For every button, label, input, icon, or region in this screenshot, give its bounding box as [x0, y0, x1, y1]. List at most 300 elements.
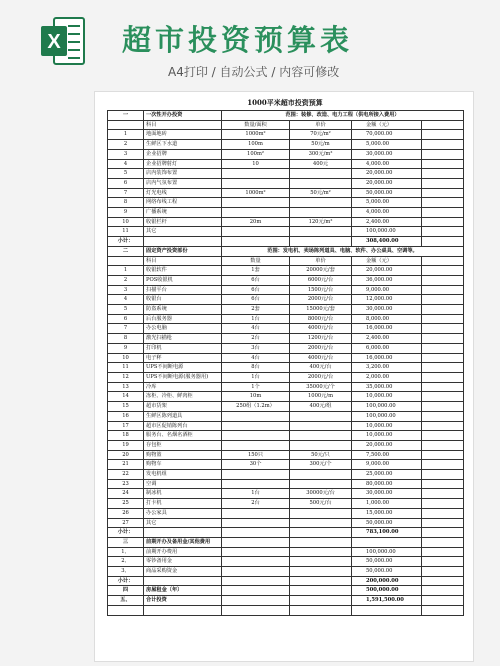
cell-note [422, 402, 464, 412]
cell-qty [222, 431, 290, 441]
cell-amount: 100,000.00 [352, 547, 422, 557]
cell-note [422, 596, 464, 606]
cell-item: 扫描平台 [144, 285, 222, 295]
cell-amount: 8,000.00 [352, 314, 422, 324]
cell-price [290, 567, 352, 577]
table-row [108, 508, 464, 518]
cell-price: 400元 [290, 159, 352, 169]
cell-price: 4000元/台 [290, 353, 352, 363]
cell-item: 其它 [144, 518, 222, 528]
cell-note [422, 334, 464, 344]
cell-note [422, 421, 464, 431]
cell-no: 12 [108, 372, 144, 382]
cell-qty [222, 576, 290, 586]
cell-amount [352, 537, 422, 547]
cell-qty: 数量 [222, 256, 290, 266]
cell-item: 服务台、名烟名酒柜 [144, 431, 222, 441]
cell-price [290, 586, 352, 596]
cell-no: 11 [108, 227, 144, 237]
cell-price [290, 528, 352, 538]
cell-amount: 1,591,500.00 [352, 596, 422, 606]
cell-amount: 80,000.00 [352, 479, 422, 489]
cell-no: 27 [108, 518, 144, 528]
cell-qty: 6台 [222, 275, 290, 285]
cell-note [422, 547, 464, 557]
cell-qty: 30个 [222, 460, 290, 470]
cell-item [144, 576, 222, 586]
cell-item [144, 528, 222, 538]
cell-no: 3、 [108, 567, 144, 577]
cell-price: 1200元/台 [290, 334, 352, 344]
table-row [108, 208, 464, 218]
cell-item: 店内装饰布置 [144, 169, 222, 179]
cell-note [422, 470, 464, 480]
table-row [108, 460, 464, 470]
cell-qty: 4台 [222, 353, 290, 363]
table-row [108, 411, 464, 421]
cell-item: 发电机组 [144, 470, 222, 480]
cell-item: 冷库 [144, 382, 222, 392]
cell-qty [222, 518, 290, 528]
cell-note [422, 295, 464, 305]
cell-price [290, 198, 352, 208]
cell-qty [222, 237, 290, 247]
excel-icon [40, 16, 86, 66]
cell-note [422, 450, 464, 460]
table-row [108, 518, 464, 528]
table-row [108, 537, 464, 547]
cell-note [422, 586, 464, 596]
cell-item: UPS不间断电源 [144, 363, 222, 373]
cell-item: 空调 [144, 479, 222, 489]
table-row [108, 470, 464, 480]
cell-amount: 1,000.00 [352, 499, 422, 509]
cell-no: 10 [108, 217, 144, 227]
cell-item: 防盗系统 [144, 305, 222, 315]
table-row [108, 528, 464, 538]
table-row [108, 217, 464, 227]
cell-note [422, 392, 464, 402]
cell-amount: 10,000.00 [352, 421, 422, 431]
table-row [108, 237, 464, 247]
cell-amount: 6,000.00 [352, 343, 422, 353]
cell-no: 1、 [108, 547, 144, 557]
table-row [108, 489, 464, 499]
cell-no: 6 [108, 178, 144, 188]
cell-item: 存包柜 [144, 440, 222, 450]
cell-no: 4 [108, 159, 144, 169]
cell-amount: 7,500.00 [352, 450, 422, 460]
table-row [108, 450, 464, 460]
cell-price [290, 237, 352, 247]
cell-amount: 36,000.00 [352, 275, 422, 285]
cell-no: 20 [108, 450, 144, 460]
cell-amount: 10,000.00 [352, 392, 422, 402]
cell-price: 300元/m² [290, 149, 352, 159]
cell-qty: 1个 [222, 382, 290, 392]
cell-amount: 70,000.00 [352, 130, 422, 140]
table-row [108, 285, 464, 295]
table-row [108, 479, 464, 489]
cell-amount: 2,400.00 [352, 217, 422, 227]
cell-qty: 2套 [222, 305, 290, 315]
budget-table [107, 110, 464, 616]
cell-amount: 50,000.00 [352, 567, 422, 577]
cell-qty [222, 208, 290, 218]
cell-no: 3 [108, 285, 144, 295]
cell-qty: 1台 [222, 372, 290, 382]
cell-no: 19 [108, 440, 144, 450]
cell-amount: 50,000.00 [352, 518, 422, 528]
cell-no: 一 [108, 111, 144, 121]
cell-note [422, 178, 464, 188]
cell-item: UPS不间断电源(服务器用) [144, 372, 222, 382]
cell-no: 18 [108, 431, 144, 441]
cell-amount: 20,000.00 [352, 178, 422, 188]
cell-no: 7 [108, 324, 144, 334]
cell-note [422, 605, 464, 615]
cell-item: 前期开办及备用金/其他费用 [144, 537, 222, 547]
table-row [108, 363, 464, 373]
cell-item: 打卡机 [144, 499, 222, 509]
cell-amount: 9,000.00 [352, 460, 422, 470]
table-row [108, 120, 464, 130]
table-row [108, 382, 464, 392]
cell-qty: 6台 [222, 285, 290, 295]
cell-price [290, 605, 352, 615]
cell-no: 二 [108, 246, 144, 256]
cell-note [422, 324, 464, 334]
cell-item: 冻柜、冷柜、鲜肉柜 [144, 392, 222, 402]
cell-note [422, 479, 464, 489]
cell-note [422, 314, 464, 324]
cell-qty: 1000m² [222, 130, 290, 140]
cell-qty: 1000m² [222, 188, 290, 198]
cell-item: 店内气氛布置 [144, 178, 222, 188]
cell-item: 一次性开办投资 [144, 111, 222, 121]
cell-qty [222, 596, 290, 606]
cell-item: 商品采购资金 [144, 567, 222, 577]
cell-price: 8000元/台 [290, 314, 352, 324]
table-row [108, 111, 464, 121]
cell-amount: 10,000.00 [352, 431, 422, 441]
table-row [108, 324, 464, 334]
banner [0, 0, 500, 90]
cell-note [422, 567, 464, 577]
cell-note [422, 256, 464, 266]
cell-no: 4 [108, 295, 144, 305]
cell-item: 购物车 [144, 460, 222, 470]
cell-price: 500元/台 [290, 499, 352, 509]
cell-price: 20000元/套 [290, 266, 352, 276]
cell-amount: 20,000.00 [352, 169, 422, 179]
cell-price [290, 557, 352, 567]
cell-amount: 500,000.00 [352, 586, 422, 596]
table-row [108, 586, 464, 596]
cell-no: 22 [108, 470, 144, 480]
table-row [108, 169, 464, 179]
table-row [108, 305, 464, 315]
cell-price: 1000元/m [290, 392, 352, 402]
cell-qty [222, 411, 290, 421]
cell-qty: 2台 [222, 499, 290, 509]
table-row [108, 246, 464, 256]
cell-price: 35000元/个 [290, 382, 352, 392]
cell-item: 打印机 [144, 343, 222, 353]
cell-note [422, 489, 464, 499]
cell-note [422, 169, 464, 179]
cell-price: 50元/只 [290, 450, 352, 460]
cell-note [422, 266, 464, 276]
cell-qty [222, 547, 290, 557]
table-row [108, 295, 464, 305]
cell-qty: 范围：发电机、卖场陈列道具、电脑、软件、办公桌具、空调等。 [222, 246, 464, 256]
cell-amount [352, 605, 422, 615]
cell-note [422, 275, 464, 285]
cell-amount: 3,200.00 [352, 363, 422, 373]
cell-no: 5 [108, 305, 144, 315]
cell-item: 地面地砖 [144, 130, 222, 140]
cell-price: 300元/个 [290, 460, 352, 470]
cell-price: 2000元/台 [290, 372, 352, 382]
cell-no: 6 [108, 314, 144, 324]
cell-item: 办公家具 [144, 508, 222, 518]
cell-no: 五、 [108, 596, 144, 606]
cell-no: 13 [108, 382, 144, 392]
table-row [108, 256, 464, 266]
cell-no: 14 [108, 392, 144, 402]
cell-amount: 20,000.00 [352, 266, 422, 276]
table-row [108, 431, 464, 441]
cell-qty: 10m [222, 392, 290, 402]
cell-item [144, 605, 222, 615]
cell-amount: 5,000.00 [352, 198, 422, 208]
cell-price: 120元/m² [290, 217, 352, 227]
cell-price [290, 431, 352, 441]
cell-item: POS收银机 [144, 275, 222, 285]
cell-no: 5 [108, 169, 144, 179]
cell-price [290, 421, 352, 431]
cell-qty: 100m² [222, 149, 290, 159]
cell-note [422, 372, 464, 382]
cell-price [290, 547, 352, 557]
cell-qty: 100m [222, 140, 290, 150]
table-row [108, 353, 464, 363]
cell-qty [222, 198, 290, 208]
cell-note [422, 557, 464, 567]
cell-qty: 8台 [222, 363, 290, 373]
cell-no: 小计： [108, 237, 144, 247]
cell-item: 科目 [144, 120, 222, 130]
cell-item: 购物篮 [144, 450, 222, 460]
table-row [108, 557, 464, 567]
cell-amount: 30,000.00 [352, 305, 422, 315]
budget-sheet [94, 91, 474, 662]
cell-no: 11 [108, 363, 144, 373]
cell-no: 15 [108, 402, 144, 412]
cell-no: 8 [108, 198, 144, 208]
cell-item: 收银栏杆 [144, 217, 222, 227]
cell-item: 企业招牌射灯 [144, 159, 222, 169]
cell-qty: 250组（1.2m） [222, 402, 290, 412]
cell-price: 4000元/台 [290, 324, 352, 334]
cell-qty [222, 557, 290, 567]
table-row [108, 334, 464, 344]
cell-note [422, 149, 464, 159]
cell-item: 办公电脑 [144, 324, 222, 334]
table-row [108, 499, 464, 509]
cell-amount: 35,000.00 [352, 382, 422, 392]
table-row [108, 227, 464, 237]
cell-qty [222, 421, 290, 431]
cell-item: 收银台 [144, 295, 222, 305]
cell-note [422, 188, 464, 198]
cell-no: 24 [108, 489, 144, 499]
cell-amount: 50,000.00 [352, 188, 422, 198]
cell-no: 1 [108, 266, 144, 276]
cell-item: 超市货架 [144, 402, 222, 412]
cell-item: 电子秤 [144, 353, 222, 363]
cell-no: 16 [108, 411, 144, 421]
cell-note [422, 460, 464, 470]
cell-price [290, 169, 352, 179]
cell-no: 26 [108, 508, 144, 518]
table-row [108, 605, 464, 615]
cell-note [422, 537, 464, 547]
cell-qty [222, 440, 290, 450]
cell-qty [222, 470, 290, 480]
cell-amount: 2,400.00 [352, 334, 422, 344]
cell-no: 2 [108, 140, 144, 150]
cell-note [422, 528, 464, 538]
cell-amount: 4,000.00 [352, 159, 422, 169]
cell-amount: 16,000.00 [352, 353, 422, 363]
table-row [108, 567, 464, 577]
cell-qty [222, 537, 290, 547]
cell-price [290, 508, 352, 518]
cell-amount: 30,000.00 [352, 489, 422, 499]
cell-no: 8 [108, 334, 144, 344]
cell-item: 网络布线工程 [144, 198, 222, 208]
cell-item: 超市区促销陈列台 [144, 421, 222, 431]
cell-note [422, 382, 464, 392]
cell-no [108, 605, 144, 615]
cell-price: 50元/m [290, 140, 352, 150]
cell-item: 收银软件 [144, 266, 222, 276]
cell-price: 单价 [290, 256, 352, 266]
cell-amount: 25,000.00 [352, 470, 422, 480]
cell-no: 21 [108, 460, 144, 470]
cell-price: 30000元/台 [290, 489, 352, 499]
cell-price: 2000元/台 [290, 295, 352, 305]
cell-note [422, 208, 464, 218]
cell-price [290, 440, 352, 450]
cell-item: 广播系统 [144, 208, 222, 218]
cell-qty [222, 227, 290, 237]
cell-amount: 20,000.00 [352, 440, 422, 450]
cell-price [290, 518, 352, 528]
cell-qty: 6台 [222, 295, 290, 305]
cell-qty [222, 567, 290, 577]
cell-item: 合计投资 [144, 596, 222, 606]
table-row [108, 314, 464, 324]
cell-no: 3 [108, 149, 144, 159]
cell-price: 400元/组 [290, 402, 352, 412]
cell-amount: 30,000.00 [352, 149, 422, 159]
cell-qty [222, 508, 290, 518]
cell-price [290, 576, 352, 586]
cell-qty [222, 178, 290, 188]
cell-no: 25 [108, 499, 144, 509]
cell-qty: 4台 [222, 324, 290, 334]
cell-price [290, 479, 352, 489]
table-row [108, 547, 464, 557]
table-row [108, 266, 464, 276]
cell-amount: 100,000.00 [352, 402, 422, 412]
cell-amount: 783,100.00 [352, 528, 422, 538]
cell-amount: 5,000.00 [352, 140, 422, 150]
cell-no: 小计： [108, 576, 144, 586]
table-row [108, 596, 464, 606]
cell-item: 固定资产投资部份 [144, 246, 222, 256]
excel-icon-letter: X [47, 31, 61, 53]
cell-price: 15000元/套 [290, 305, 352, 315]
cell-no: 9 [108, 208, 144, 218]
cell-qty [222, 528, 290, 538]
cell-amount: 金额（元） [352, 120, 422, 130]
cell-note [422, 217, 464, 227]
cell-qty [222, 605, 290, 615]
table-row [108, 130, 464, 140]
cell-note [422, 440, 464, 450]
table-row [108, 275, 464, 285]
cell-qty: 1台 [222, 314, 290, 324]
cell-price [290, 411, 352, 421]
table-row [108, 440, 464, 450]
cell-price [290, 596, 352, 606]
cell-amount: 15,000.00 [352, 508, 422, 518]
cell-item: 零钞备用金 [144, 557, 222, 567]
cell-price [290, 227, 352, 237]
cell-note [422, 508, 464, 518]
table-row [108, 140, 464, 150]
cell-item: 灯光电线 [144, 188, 222, 198]
cell-no: 三 [108, 537, 144, 547]
cell-no [108, 120, 144, 130]
cell-note [422, 431, 464, 441]
cell-no: 四 [108, 586, 144, 596]
cell-price: 1500元/台 [290, 285, 352, 295]
cell-price [290, 537, 352, 547]
cell-amount: 4,000.00 [352, 208, 422, 218]
cell-item: 企业招牌 [144, 149, 222, 159]
cell-price: 50元/m² [290, 188, 352, 198]
cell-item: 科目 [144, 256, 222, 266]
cell-no: 2、 [108, 557, 144, 567]
table-row [108, 392, 464, 402]
cell-price: 70元/m² [290, 130, 352, 140]
cell-price: 2000元/台 [290, 343, 352, 353]
cell-note [422, 237, 464, 247]
table-row [108, 159, 464, 169]
cell-item: 后台服务器 [144, 314, 222, 324]
table-row [108, 402, 464, 412]
cell-amount: 16,000.00 [352, 324, 422, 334]
table-row [108, 198, 464, 208]
table-row [108, 178, 464, 188]
cell-qty: 150只 [222, 450, 290, 460]
cell-amount: 2,000.00 [352, 372, 422, 382]
